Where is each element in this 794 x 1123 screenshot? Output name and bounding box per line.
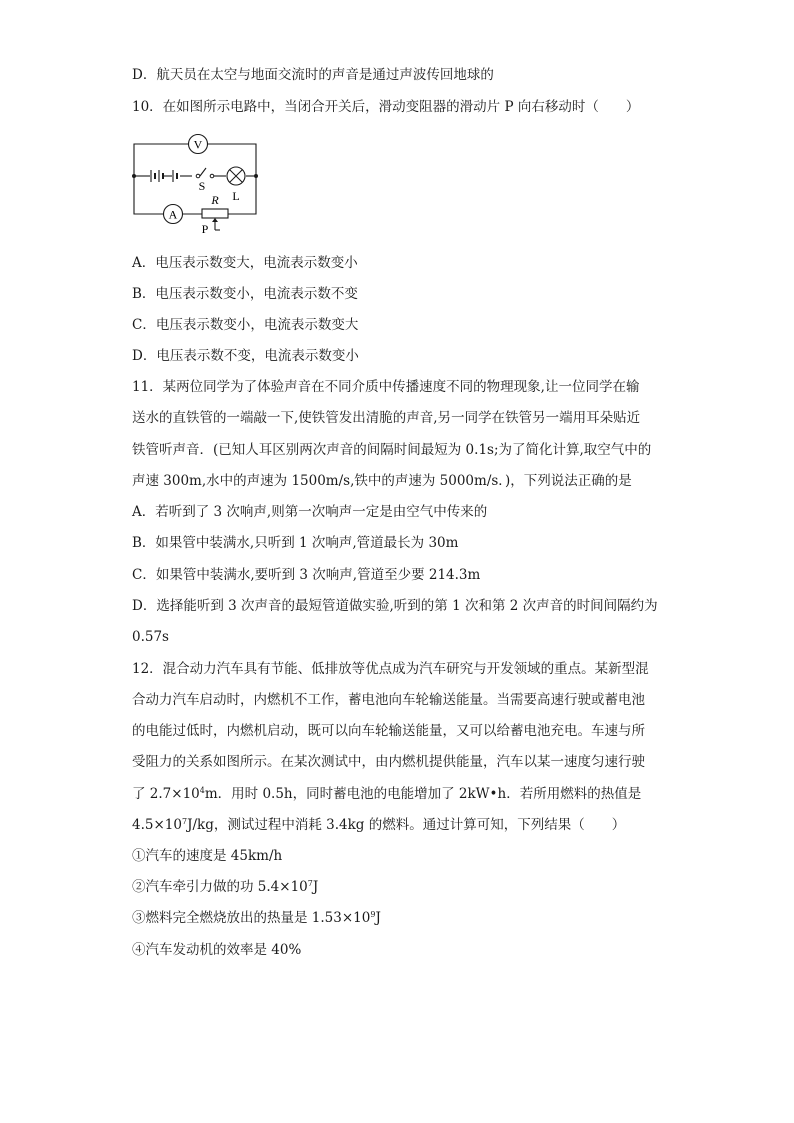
q10-option-b: B．电压表示数变小，电流表示数不变 xyxy=(132,286,358,302)
heat-value-text: 4.5×10 xyxy=(132,817,182,833)
distance-text-rest: m．用时 0.5h，同时蓄电池的电能增加了 2kW•h．若所用燃料的热值是 xyxy=(204,786,642,802)
lamp-symbol xyxy=(227,167,245,203)
q12-stem-line-6 xyxy=(132,815,672,835)
q10-option-a: A．电压表示数变大，电流表示数变小 xyxy=(132,255,358,271)
circuit-diagram xyxy=(132,130,262,234)
q11-option-a: A．若听到了 3 次响声,则第一次响声一定是由空气中传来的 xyxy=(132,504,488,520)
heat-value-exponent: 7 xyxy=(181,817,188,826)
switch-label: S xyxy=(198,179,206,193)
q10-option-d: D．电压表示数不变，电流表示数变小 xyxy=(132,348,359,364)
q12-stem-line-5 xyxy=(132,784,672,804)
ammeter-label: A xyxy=(168,207,178,222)
ammeter-symbol xyxy=(164,205,183,224)
q11-option-d: D．选择能听到 3 次声音的最短管道做实验,听到的第 1 次和第 2 次声音的时间间隔约为 xyxy=(132,598,658,614)
work-exponent: 7 xyxy=(307,879,313,888)
q12-stem-line-1: 12．混合动力汽车具有节能、低排放等优点成为汽车研究与开发领域的重点。某新型混 xyxy=(132,661,649,677)
voltmeter-symbol xyxy=(189,135,208,154)
q10-option-c: C．电压表示数变小，电流表示数变大 xyxy=(132,317,359,333)
q11-stem-line-4: 声速 300m,水中的声速为 1500m/s,铁中的声速为 5000m/s．)，下列说法正确的是 xyxy=(132,473,632,489)
q12-result-4: ④汽车发动机的效率是 40% xyxy=(132,942,302,958)
q11-stem-line-1: 11．某两位同学为了体验声音在不同介质中传播速度不同的物理现象,让一位同学在输 xyxy=(132,379,640,395)
q11-option-c: C．如果管中装满水,要听到 3 次响声,管道至少要 214.3m xyxy=(132,567,481,583)
work-text: ②汽车牵引力做的功 5.4×10 xyxy=(132,879,308,895)
q10-stem: 10．在如图所示电路中，当闭合开关后，滑动变阻器的滑动片 P 向右移动时（ ） xyxy=(132,99,640,115)
q12-result-2 xyxy=(132,877,672,897)
q12-stem-line-3: 的电能过低时，内燃机启动，既可以向车轮输送能量，又可以给蓄电池充电。车速与所 xyxy=(132,723,645,739)
heat-unit: J xyxy=(375,910,381,926)
heat-value-text-rest: J/kg，测试过程中消耗 3.4kg 的燃料。通过计算可知，下列结果（ ） xyxy=(187,817,626,833)
q11-option-b: B．如果管中装满水,只听到 1 次响声,管道最长为 30m xyxy=(132,535,459,551)
rheostat-symbol xyxy=(202,193,228,234)
q11-stem-line-3: 铁管听声音．(已知人耳区别两次声音的间隔时间最短为 0.1s;为了简化计算,取空气中的 xyxy=(132,442,652,458)
resistor-label: R xyxy=(211,193,219,207)
switch-symbol xyxy=(196,174,214,193)
q11-stem-line-2: 送水的直铁管的一端敲一下,使铁管发出清脆的声音,另一同学在铁管另一端用耳朵贴近 xyxy=(132,410,641,426)
heat-exponent: 9 xyxy=(370,910,376,919)
q11-option-d-cont: 0.57s xyxy=(132,629,169,645)
work-unit: J xyxy=(312,879,319,895)
lamp-label: L xyxy=(232,189,240,203)
slider-label: P xyxy=(201,222,209,234)
distance-text: 了 2.7×10 xyxy=(132,786,200,802)
distance-exponent: 4 xyxy=(199,786,205,795)
q12-stem-line-2: 合动力汽车启动时，内燃机不工作，蓄电池向车轮输送能量。当需要高速行驶或蓄电池 xyxy=(132,692,645,708)
voltmeter-label: V xyxy=(193,137,203,152)
q12-stem-line-4: 受阻力的关系如图所示。在某次测试中，由内燃机提供能量，汽车以某一速度匀速行驶 xyxy=(132,754,645,770)
q12-result-3 xyxy=(132,908,672,928)
q12-result-1: ①汽车的速度是 45km/h xyxy=(132,848,283,864)
battery-symbol xyxy=(151,170,177,182)
q9-option-d: D．航天员在太空与地面交流时的声音是通过声波传回地球的 xyxy=(132,67,494,83)
heat-text: ③燃料完全燃烧放出的热量是 1.53×10 xyxy=(132,910,371,926)
